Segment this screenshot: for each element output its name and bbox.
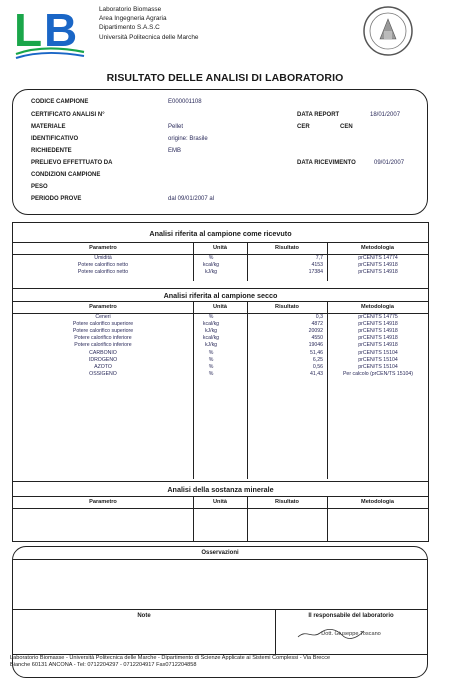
parameter-cell: Ceneri	[95, 314, 111, 320]
parameter-cell: Potere calorifico inferiore	[74, 335, 132, 342]
col-parametro: Parametro	[89, 304, 117, 310]
method-cell: prCEN/TS 14918	[358, 262, 398, 269]
result-cell: 0,3	[315, 314, 323, 320]
unit-cell: kcal/kg	[202, 262, 220, 269]
result-cell: 7,7	[315, 255, 323, 261]
parameter-cell: Umidità	[94, 255, 112, 261]
section1-title: Analisi riferita al campione come ricevuto	[149, 229, 292, 238]
result-cell: 4550	[311, 335, 323, 342]
svg-text:B: B	[44, 4, 78, 56]
section1-column-header	[13, 242, 428, 255]
periodo-label: PERIODO PROVE	[31, 196, 82, 202]
result-cell: 20092	[308, 328, 323, 335]
col-metodologia: Metodologia	[361, 245, 394, 251]
richiedente-value: EMB	[168, 148, 182, 154]
data-report-label: DATA REPORT	[297, 112, 340, 118]
result-cell: 0,56	[312, 363, 323, 370]
codice-campione-label: CODICE CAMPIONE	[31, 99, 89, 105]
parameter-cell: Potere calorifico superiore	[72, 328, 134, 335]
table-row	[13, 371, 428, 378]
result-cell: 6,25	[312, 356, 323, 363]
data-report-value: 18/01/2007	[370, 112, 401, 118]
parameter-cell: Potere calorifico netto	[77, 269, 129, 276]
unit-cell: %	[208, 363, 214, 370]
section2-title: Analisi riferita al campione secco	[13, 288, 428, 300]
unit-cell: kJ/kg	[204, 342, 218, 349]
unit-cell: kcal/kg	[202, 321, 220, 328]
result-cell: 4872	[311, 321, 323, 328]
signature: Dott. Giuseppe Toscano	[321, 631, 381, 637]
result-cell: 41,43	[310, 370, 323, 377]
footer	[10, 655, 440, 669]
page-title: RISULTATO DELLE ANALISI DI LABORATORIO	[106, 72, 344, 84]
method-cell: prCEN/TS 14918	[358, 328, 398, 335]
parameter-cell: Potere calorifico inferiore	[74, 342, 132, 349]
lab-university: Università Politecnica delle Marche	[99, 33, 199, 41]
identificativo-label: IDENTIFICATIVO	[31, 136, 79, 142]
footer-line1: Laboratorio Biomasse - Università Politecnica delle Marche - Dipartimento di Scienze Applicate ai Sistemi Complessi - Via Brecce	[10, 655, 331, 661]
unit-cell: %	[208, 255, 214, 261]
method-cell: prCEN/TS 15104	[358, 363, 398, 370]
condizioni-label: CONDIZIONI CAMPIONE	[31, 172, 101, 178]
table-row	[13, 269, 428, 276]
parameter-cell: OSSIGENO	[89, 370, 117, 377]
col-unita: Unità	[213, 245, 227, 251]
richiedente-label: RICHIEDENTE	[31, 148, 72, 154]
method-cell: prCEN/TS 14775	[358, 314, 398, 320]
parameter-cell: AZOTO	[94, 363, 112, 370]
col-risultato: Risultato	[275, 499, 299, 505]
lab-area: Area Ingegneria Agraria	[99, 15, 167, 23]
unit-cell: %	[208, 349, 214, 356]
method-cell: prCEN/TS 14918	[358, 335, 398, 342]
section3-title: Analisi della sostanza minerale	[13, 481, 428, 494]
unit-cell: kJ/kg	[204, 269, 218, 276]
sample-header-box	[12, 89, 428, 215]
method-cell: prCEN/TS 15104	[358, 356, 398, 363]
parameter-cell: CARBONIO	[89, 349, 117, 356]
results-table	[12, 222, 429, 542]
cen-label: CEN	[340, 124, 353, 130]
codice-campione-value: E000001108	[168, 99, 202, 105]
unit-cell: %	[208, 314, 214, 320]
responsabile-label: Il responsabile del laboratorio	[308, 613, 394, 619]
data-ricevimento-value: 09/01/2007	[374, 160, 405, 166]
result-cell: 19046	[308, 342, 323, 349]
materiale-value: Pellet	[168, 124, 184, 130]
periodo-value: dal 09/01/2007 al	[168, 196, 215, 202]
unit-cell: %	[208, 356, 214, 363]
col-metodologia: Metodologia	[361, 304, 394, 310]
col-metodologia: Metodologia	[361, 499, 394, 505]
result-cell: 4153	[311, 262, 323, 269]
certificato-label: CERTIFICATO ANALISI N°	[31, 112, 105, 118]
col-risultato: Risultato	[275, 245, 299, 251]
unit-cell: %	[208, 370, 214, 377]
observations-title: Osservazioni	[201, 550, 239, 556]
footer-line2: Bianche 60131 ANCONA - Tel: 0712204297 - 0712204917 Fax0712204858	[10, 662, 197, 668]
method-cell: prCEN/TS 15104	[358, 349, 398, 356]
col-unita: Unità	[213, 304, 227, 310]
lab-logo	[14, 4, 88, 62]
lab-info	[99, 5, 198, 42]
method-cell: Per calcolo (prCEN/TS 15104)	[342, 370, 414, 377]
cer-label: CER	[297, 124, 310, 130]
col-unita: Unità	[213, 499, 227, 505]
result-cell: 17384	[308, 269, 323, 276]
method-cell: prCEN/TS 14918	[358, 342, 398, 349]
col-parametro: Parametro	[89, 499, 117, 505]
col-parametro: Parametro	[89, 245, 117, 251]
method-cell: prCEN/TS 14918	[358, 321, 398, 328]
col-risultato: Risultato	[275, 304, 299, 310]
identificativo-value: origine: Brasile	[168, 136, 208, 142]
parameter-cell: Potere calorifico netto	[77, 262, 129, 269]
note-label: Note	[137, 613, 151, 619]
data-ricevimento-label: DATA RICEVIMENTO	[297, 160, 356, 166]
unit-cell: kcal/kg	[202, 335, 220, 342]
peso-label: PESO	[31, 184, 48, 190]
result-cell: 51,46	[310, 349, 323, 356]
section3-column-header	[13, 496, 428, 509]
method-cell: prCEN/TS 14918	[358, 269, 398, 276]
parameter-cell: IDROGENO	[88, 356, 118, 363]
section2-column-header	[13, 301, 428, 314]
method-cell: prCEN/TS 14774	[358, 255, 398, 261]
lab-name: Laboratorio Biomasse	[99, 6, 162, 13]
signature-scribble-icon	[296, 627, 366, 641]
parameter-cell: Potere calorifico superiore	[72, 321, 134, 328]
materiale-label: MATERIALE	[31, 124, 66, 130]
university-seal-icon	[362, 5, 414, 57]
svg-text:L: L	[14, 4, 40, 56]
prelievo-label: PRELIEVO EFFETTUATO DA	[31, 160, 113, 166]
lab-department: Dipartimento S.A.S.C	[99, 24, 160, 32]
unit-cell: kJ/kg	[204, 328, 218, 335]
